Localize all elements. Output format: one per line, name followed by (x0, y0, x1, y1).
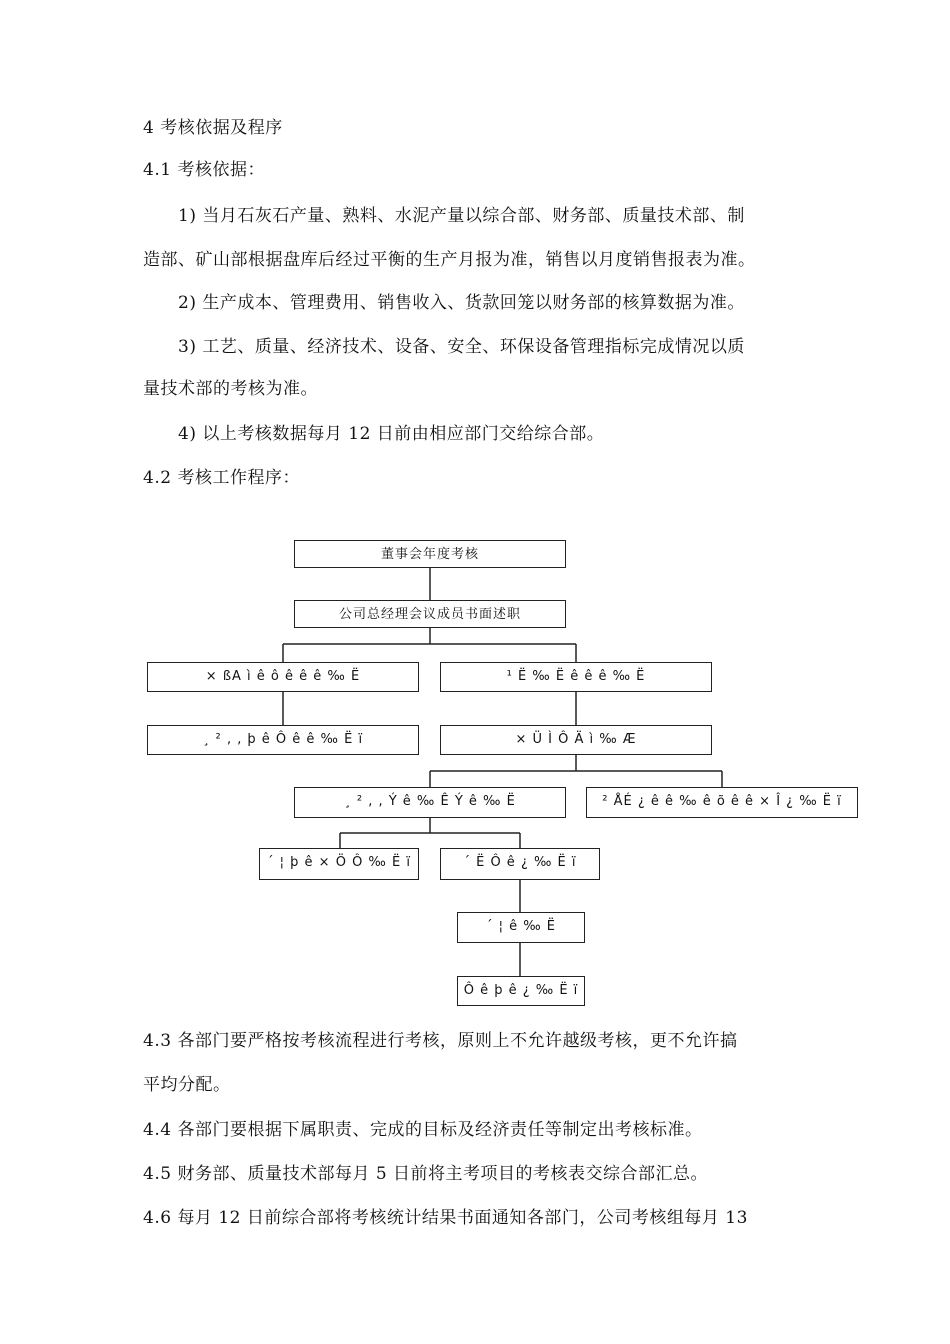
paragraph-4-6: 4.6 每月 12 日前综合部将考核统计结果书面通知各部门，公司考核组每月 13 (143, 1208, 748, 1228)
paragraph-4-3-line-2: 平均分配。 (143, 1075, 231, 1095)
flow-box-level-5: ´ ¦ ê ‰ Ë (457, 912, 585, 943)
flow-box-level-4-left: ´ ¦ þ ê × Ö Ô ‰ Ë ï (259, 848, 419, 880)
flow-box-level-3-right: ² ÅÉ ¿ ê ê ‰ ê õ ê ê × Î ¿ ‰ Ë ï (586, 787, 858, 818)
flow-box-left-level-1: × ßA ì ê ô ê ê ê ‰ Ë (147, 662, 419, 692)
paragraph-4-5: 4.5 财务部、质量技术部每月 5 日前将主考项目的考核表交综合部汇总。 (143, 1164, 709, 1184)
paragraph-1-line-1: 1) 当月石灰石产量、熟料、水泥产量以综合部、财务部、质量技术部、制 (178, 206, 745, 226)
flow-box-right-level-2: × Ü Ì Ô Ä ì ‰ Æ (440, 725, 712, 755)
section-heading: 4 考核依据及程序 (143, 118, 283, 138)
paragraph-2: 2) 生产成本、管理费用、销售收入、货款回笼以财务部的核算数据为准。 (178, 293, 745, 313)
paragraph-4: 4) 以上考核数据每月 12 日前由相应部门交给综合部。 (178, 424, 605, 444)
paragraph-3-line-2: 量技术部的考核为准。 (143, 379, 318, 399)
flow-box-right-level-1: ¹ Ë ‰ Ë ê ê ê ‰ Ë (440, 662, 712, 692)
flow-box-gm-report: 公司总经理会议成员书面述职 (294, 600, 566, 628)
flow-box-board-review: 董事会年度考核 (294, 540, 566, 568)
paragraph-4-4: 4.4 各部门要根据下属职责、完成的目标及经济责任等制定出考核标准。 (143, 1120, 703, 1140)
flow-box-left-level-2: ¸ ² ‚ ‚ þ ê Ô ê ê ‰ Ë ï (147, 725, 419, 755)
subsection-4-1-heading: 4.1 考核依据： (143, 160, 265, 180)
paragraph-1-line-2: 造部、矿山部根据盘库后经过平衡的生产月报为准，销售以月度销售报表为准。 (143, 250, 756, 270)
paragraph-3-line-1: 3) 工艺、质量、经济技术、设备、安全、环保设备管理指标完成情况以质 (178, 337, 745, 357)
flow-box-level-3-left: ¸ ² ‚ ‚ Ý ê ‰ Ê Ý ê ‰ Ë (294, 787, 566, 818)
subsection-4-2-heading: 4.2 考核工作程序： (143, 468, 300, 488)
flow-box-level-4-right: ´ Ë Ô ê ¿ ‰ Ë ï (440, 848, 600, 880)
paragraph-4-3-line-1: 4.3 各部门要严格按考核流程进行考核，原则上不允许越级考核，更不允许搞 (143, 1031, 738, 1051)
flow-box-level-6: Ô ê þ ê ¿ ‰ Ë ï (457, 976, 585, 1006)
